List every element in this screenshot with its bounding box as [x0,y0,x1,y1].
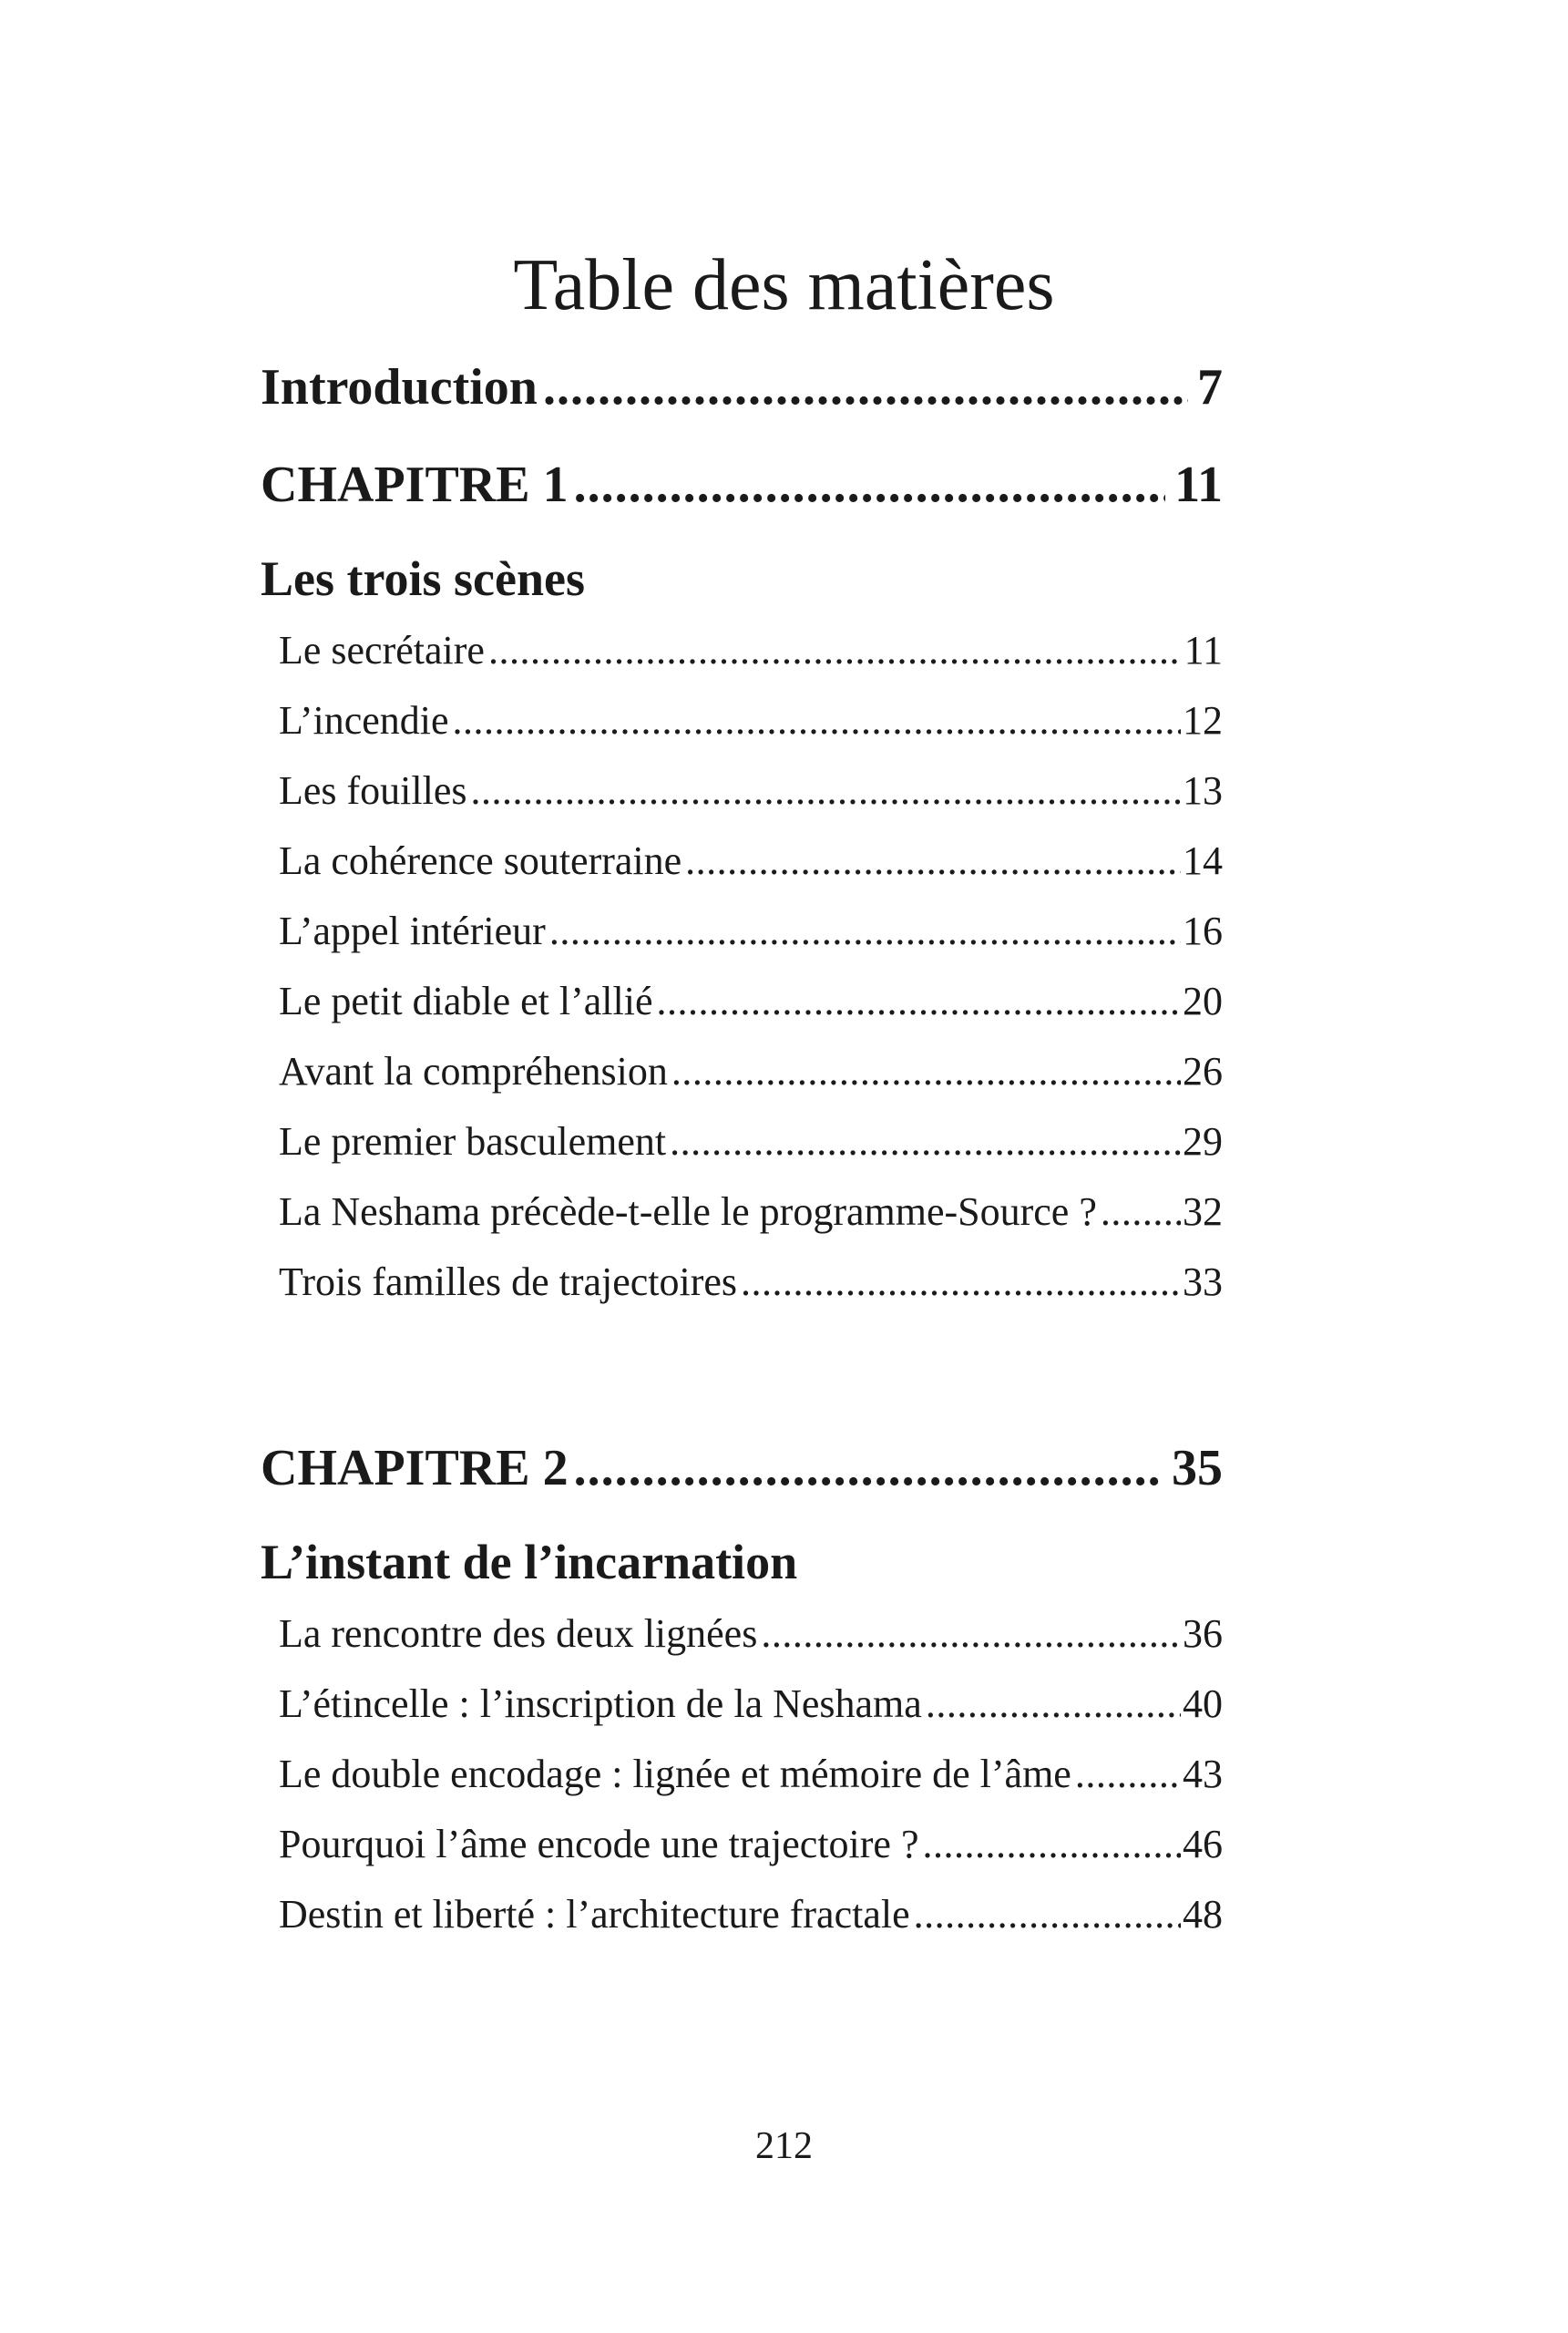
toc-entry-page: 36 [1183,1611,1223,1656]
toc-entry-label: Le premier basculement [279,1119,667,1164]
dot-leader [488,625,1183,676]
dot-leader [685,836,1181,887]
dot-leader [670,1116,1181,1167]
toc-entry-label: L’appel intérieur [279,909,546,953]
toc-entry[interactable] [279,625,1223,676]
toc-entry[interactable] [279,695,1223,746]
dot-leader [914,1889,1181,1940]
toc-entry-label: La cohérence souterraine [279,838,682,883]
dot-leader [453,695,1181,746]
toc-entry-page: 32 [1183,1189,1223,1234]
dot-leader [926,1679,1181,1730]
toc-entry-label: Le petit diable et l’allié [279,979,653,1023]
toc-entry-page: 16 [1183,909,1223,953]
toc-entry-page: 12 [1183,698,1223,743]
toc-entry-page: 11 [1184,628,1223,673]
page-number: 212 [755,2125,813,2167]
toc-entry-page: 11 [1174,457,1223,513]
toc-entry-label: Destin et liberté : l’architecture fractale [279,1892,910,1937]
toc-entry[interactable] [279,1679,1223,1730]
toc-entry-page: 14 [1183,838,1223,883]
toc-entry-label: CHAPITRE 2 [261,1440,569,1496]
toc-entry[interactable] [279,906,1223,957]
toc-entry-label: L’incendie [279,698,449,743]
dot-leader [671,1046,1181,1097]
toc-entry-label: Introduction [261,359,538,416]
toc-entry[interactable] [279,1187,1223,1238]
dot-leader [471,766,1181,817]
dot-leader [574,1436,1163,1500]
toc-entry-page: 35 [1172,1440,1223,1496]
toc-entry-chapter-1[interactable] [261,453,1223,517]
toc-entry[interactable] [279,1889,1223,1940]
toc-entry-page: 48 [1183,1892,1223,1937]
toc-entry-label: Le secrétaire [279,628,485,673]
chapter-1-heading: Les trois scènes [261,551,585,606]
toc-entry-page: 20 [1183,979,1223,1023]
toc-entry-page: 26 [1183,1049,1223,1094]
toc-entry-label: Les fouilles [279,768,467,813]
dot-leader [574,453,1165,517]
toc-entry[interactable] [279,1257,1223,1308]
dot-leader [549,906,1181,957]
toc-entry-page: 33 [1183,1259,1223,1304]
chapter-2-heading: L’instant de l’incarnation [261,1535,798,1589]
toc-entry[interactable] [279,1749,1223,1800]
toc-entry-label: Le double encodage : lignée et mémoire de l’âme [279,1752,1071,1796]
toc-entry[interactable] [279,976,1223,1027]
toc-entry-label: La rencontre des deux lignées [279,1611,758,1656]
toc-entry[interactable] [279,1046,1223,1097]
toc-entry-page: 43 [1183,1752,1223,1796]
toc-entry[interactable] [279,836,1223,887]
toc-entry-label: Trois familles de trajectoires [279,1259,738,1304]
toc-entry-label: Pourquoi l’âme encode une trajectoire ? [279,1822,919,1866]
toc-entry-page: 46 [1183,1822,1223,1866]
toc-entry[interactable] [279,1819,1223,1870]
dot-leader [922,1819,1181,1870]
dot-leader [656,976,1181,1027]
toc-entry[interactable] [279,766,1223,817]
toc-entry-label: Avant la compréhension [279,1049,668,1094]
dot-leader [741,1257,1181,1308]
dot-leader [1101,1187,1181,1238]
toc-entry-page: 7 [1197,359,1223,416]
dot-leader [543,355,1188,419]
page-title: Table des matières [513,245,1055,325]
toc-entry-label: L’étincelle : l’inscription de la Neshama [279,1681,922,1726]
dot-leader [1075,1749,1181,1800]
toc-entry[interactable] [279,1608,1223,1660]
toc-entry-label: La Neshama précède-t-elle le programme-Source ? [279,1189,1097,1234]
toc-entry-page: 29 [1183,1119,1223,1164]
dot-leader [761,1608,1181,1660]
toc-entry-chapter-2[interactable] [261,1436,1223,1500]
toc-entry-introduction[interactable] [261,355,1223,419]
toc-entry-label: CHAPITRE 1 [261,457,569,513]
toc-entry[interactable] [279,1116,1223,1167]
toc-entry-page: 40 [1183,1681,1223,1726]
toc-entry-page: 13 [1183,768,1223,813]
